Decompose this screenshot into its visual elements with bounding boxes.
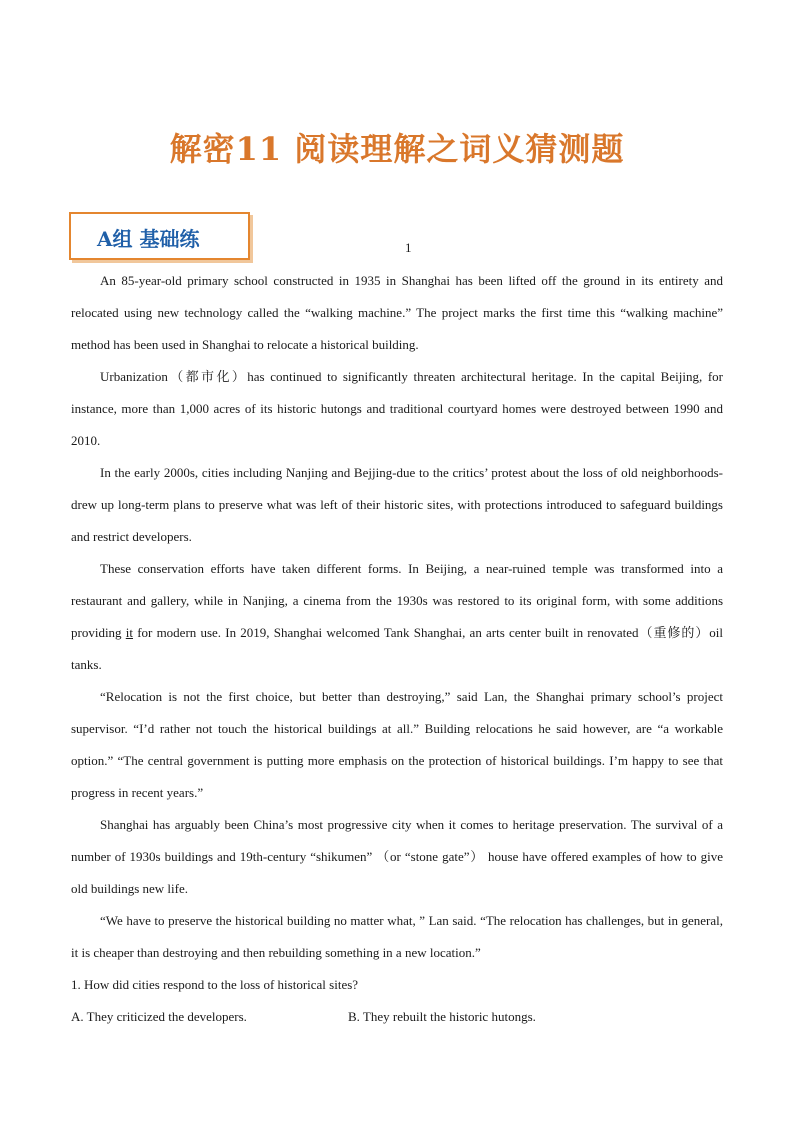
paragraph-4-part-b: for modern use. In 2019, Shanghai welcomed Tank Shanghai, an arts center built in renovated（重修的）oil tanks. (71, 625, 723, 672)
option-b[interactable]: B. They rebuilt the historic hutongs. (348, 1009, 536, 1024)
page-title: 解密11 阅读理解之词义猜测题 (169, 130, 625, 168)
group-label-box (69, 212, 250, 260)
paragraph-3: In the early 2000s, cities including Nanjing and Bejjing-due to the critics’ protest about the loss of old neighborhoods-drew up long-term plans to preserve what was left of their historic sites, with protections introduced to safeguard buildings and restrict developers. (71, 465, 723, 544)
option-a[interactable]: A. They criticized the developers. (71, 1009, 247, 1024)
paragraph-1: An 85-year-old primary school constructed in 1935 in Shanghai has been lifted off the ground in its entirety and relocated using new technology called the “walking machine.” The project marks the first time this “walking machine” method has been used in Shanghai to relocate a historical building. (71, 273, 723, 352)
paragraph-2: Urbanization（都市化）has continued to significantly threaten architectural heritage. In the capital Beijing, for instance, more than 1,000 acres of its historic hutongs and traditional courtyard homes were destroyed between 1990 and 2010. (71, 369, 723, 448)
group-label: A组 基础练 (97, 227, 200, 251)
passage-number: 1 (405, 240, 412, 255)
underlined-word-it: it (125, 625, 133, 640)
question-1-stem: 1. How did cities respond to the loss of historical sites? (71, 977, 359, 992)
paragraph-5: “Relocation is not the first choice, but better than destroying,” said Lan, the Shanghai primary school’s project supervisor. “I’d rather not touch the historical buildings at all.” Building relocations he said however, are “a workable option.” “The central government is putting more emphasis on the protection of historical buildings. I’m happy to see that progress in recent years.” (71, 689, 723, 800)
passage-body (71, 265, 723, 1033)
question-1-options (71, 1001, 723, 1033)
paragraph-4-part-a: These conservation efforts have taken different forms. In Beijing, a near-ruined temple was transformed into a restaurant and gallery, while in Nanjing, a cinema from the 1930s was restored to its original form, with some additions providing (71, 561, 723, 640)
paragraph-7: “We have to preserve the historical building no matter what, ” Lan said. “The relocation has challenges, but in general, it is cheaper than destroying and then rebuilding something in a new location.” (71, 913, 723, 960)
paragraph-6: Shanghai has arguably been China’s most progressive city when it comes to heritage preservation. The survival of a number of 1930s buildings and 19th-century “shikumen” （or “stone gate”） house have offered examples of how to give old buildings new life. (71, 817, 723, 896)
paragraph-4 (71, 553, 723, 681)
